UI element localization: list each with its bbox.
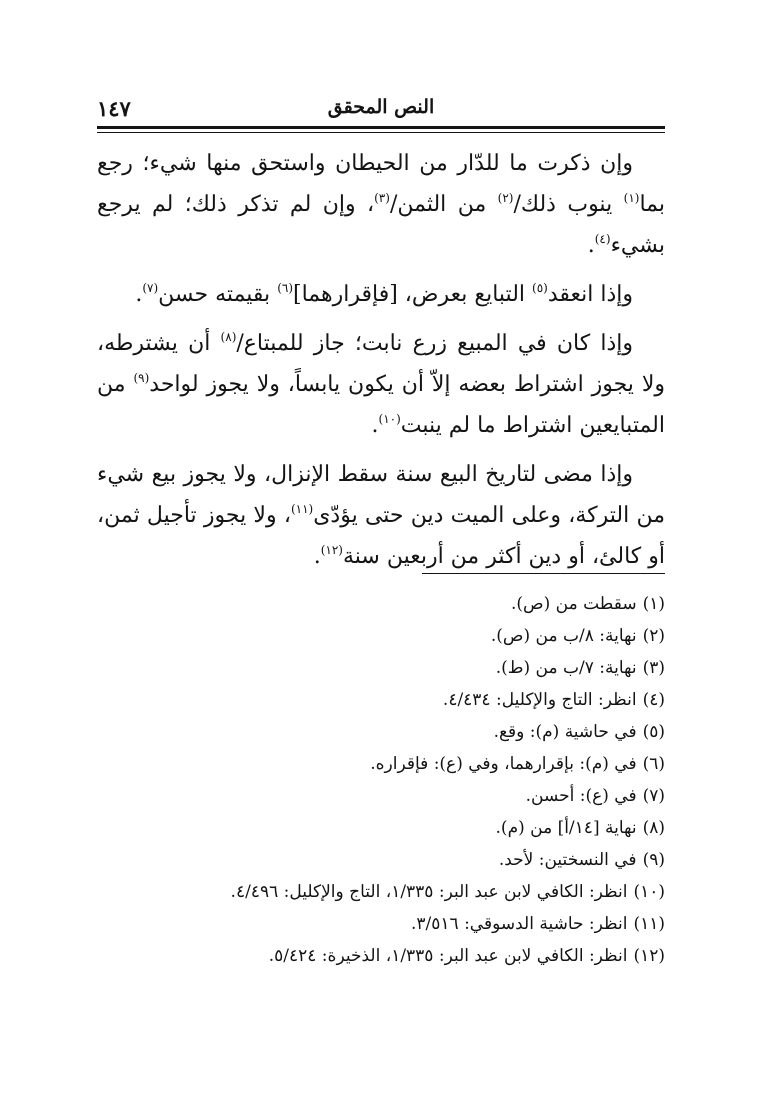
paragraph-4 — [97, 454, 665, 577]
text-run: . — [371, 413, 379, 438]
footnote-ref: (٧) — [142, 281, 159, 295]
footnote-number: (٨) — [642, 818, 665, 838]
footnote-separator — [422, 573, 665, 574]
paragraph-3 — [97, 323, 665, 446]
footnote-text: انظر: حاشية الدسوقي: ٣/٥١٦. — [411, 914, 628, 934]
header-rule-thin — [97, 132, 665, 133]
footnote-text: انظر: الكافي لابن عبد البر: ١/٣٣٥، الذخيرة: ٥/٤٢٤. — [268, 946, 628, 966]
footnote — [97, 812, 665, 844]
footnotes — [97, 588, 665, 972]
text-run: من الثمن/ — [389, 192, 498, 217]
text-run: بقيمته حسن — [158, 282, 278, 307]
footnote-number: (١١) — [633, 914, 665, 934]
running-title: النص المحقق — [327, 96, 435, 118]
footnote-number: (٤) — [642, 690, 665, 710]
text-run: وإذا انعقد — [547, 282, 633, 307]
footnote-number: (٧) — [642, 786, 665, 806]
footnote-ref: (١٢) — [320, 543, 343, 557]
footnote-ref: (٥) — [532, 281, 548, 295]
page-number: ١٤٧ — [97, 96, 131, 121]
text-run: ينوب ذلك/ — [513, 192, 624, 217]
footnote — [97, 780, 665, 812]
footnote-text: في (ع): أحسن. — [525, 786, 637, 806]
footnote-number: (٢) — [642, 626, 665, 646]
footnote-text: في حاشية (م): وقع. — [493, 722, 637, 742]
footnote — [97, 716, 665, 748]
footnote-text: سقطت من (ص). — [511, 594, 637, 614]
footnote-text: في النسختين: لأحد. — [498, 850, 637, 870]
text-run: وإذا كان في المبيع زرع نابت؛ جاز للمبتاع/ — [236, 331, 633, 356]
footnote-ref: (١١) — [290, 502, 314, 516]
footnote-number: (١) — [642, 594, 665, 614]
footnote-ref: (٨) — [220, 330, 237, 344]
footnote — [97, 620, 665, 652]
footnote-text: نهاية [١٤/أ] من (م). — [495, 818, 637, 838]
footnote — [97, 652, 665, 684]
text-run: . — [135, 282, 143, 307]
footnote — [97, 940, 665, 972]
text-run: وإن ذكرت ما للدّار من الحيطان واستحق منها شيء؛ رجع بما — [97, 151, 665, 217]
footnote-number: (١٢) — [633, 946, 665, 966]
paragraph-2 — [97, 274, 665, 315]
footnote-text: انظر: التاج والإكليل: ٤/٤٣٤. — [442, 690, 637, 710]
text-run: ، ولا يجوز تأجيل ثمن، أو كالئ، أو دين أكثر من أربعين سنة — [97, 503, 665, 569]
text-run: أن يشترطه، ولا يجوز اشتراط بعضه إلاّ أن يكون يابساً، ولا يجوز لواحد — [97, 331, 665, 397]
footnote-ref: (١) — [623, 191, 640, 205]
text-run: من المتبايعين اشتراط ما لم ينبت — [97, 372, 665, 438]
text-run: . — [313, 544, 321, 569]
footnote-number: (١٠) — [633, 882, 665, 902]
footnote-ref: (١٠) — [378, 412, 401, 426]
footnote — [97, 876, 665, 908]
paragraph-1 — [97, 143, 665, 266]
footnote-text: نهاية: ٧/ب من (ط). — [495, 658, 637, 678]
footnote — [97, 908, 665, 940]
footnote-ref: (٦) — [277, 281, 294, 295]
footnote-number: (٣) — [642, 658, 665, 678]
text-run: التبايع بعرض، [فإقرارهما] — [293, 282, 532, 307]
main-text — [97, 143, 665, 585]
footnote-ref: (٢) — [497, 191, 514, 205]
footnote-number: (٦) — [642, 754, 665, 774]
footnote-number: (٩) — [642, 850, 665, 870]
text-run: وإذا مضى لتاريخ البيع سنة سقط الإنزال، ولا يجوز بيع شيء من التركة، وعلى الميت دين حتى يؤدّى — [97, 462, 665, 528]
footnote — [97, 684, 665, 716]
footnote — [97, 588, 665, 620]
footnote-text: نهاية: ٨/ب من (ص). — [490, 626, 637, 646]
text-run: . — [587, 233, 595, 258]
footnote-text: في (م): بإقرارهما، وفي (ع): فإقراره. — [370, 754, 637, 774]
text-run: ، وإن لم تذكر ذلك؛ لم يرجع بشيء — [97, 192, 665, 258]
footnote — [97, 748, 665, 780]
footnote-text: انظر: الكافي لابن عبد البر: ١/٣٣٥، التاج والإكليل: ٤/٤٩٦. — [230, 882, 628, 902]
footnote-number: (٥) — [642, 722, 665, 742]
footnote — [97, 844, 665, 876]
header-rule-thick — [97, 126, 665, 129]
footnote-ref: (٤) — [594, 232, 611, 246]
footnote-ref: (٩) — [133, 371, 150, 385]
running-header — [97, 96, 665, 120]
footnote-ref: (٣) — [374, 191, 390, 205]
